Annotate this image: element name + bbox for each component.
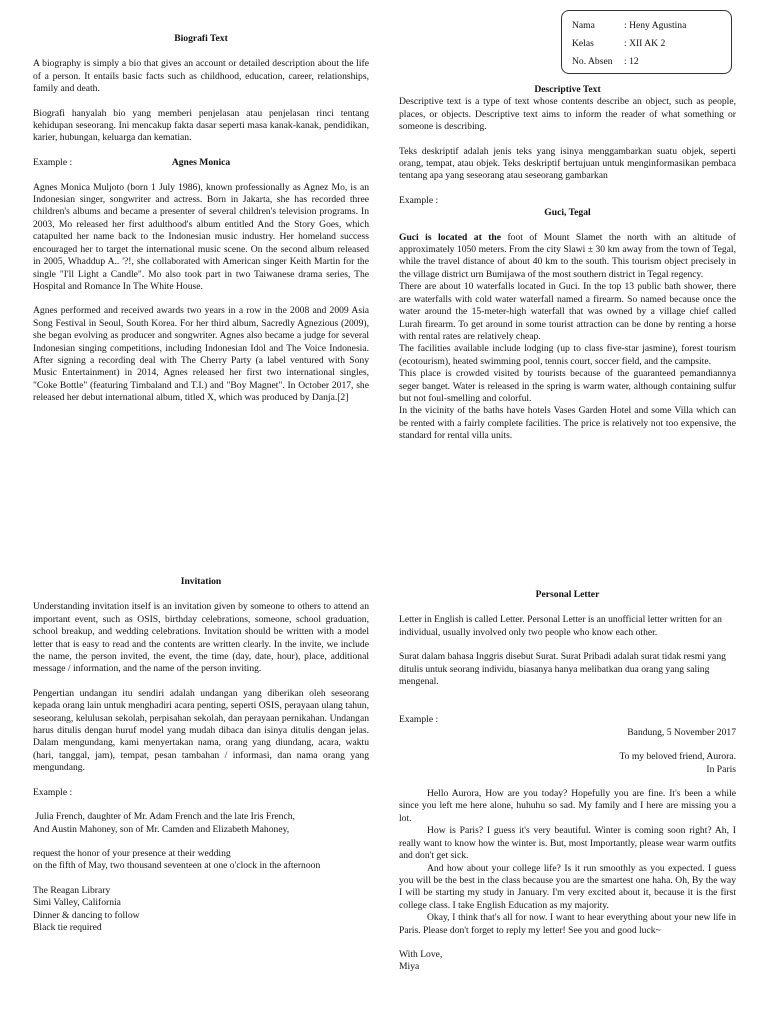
- descriptive-definition-en: Descriptive text is a type of text whose contents describe an object, such as people, places, or objects. Descriptive text aims to inform the reader of what something or someone is describing.: [399, 96, 736, 133]
- letter-example-label: Example :: [399, 714, 439, 726]
- letter-title: Personal Letter: [535, 589, 600, 600]
- descriptive-title: Descriptive Text: [534, 84, 601, 95]
- invitation-venue-line: Simi Valley, California: [33, 897, 121, 909]
- identity-row-number: [572, 53, 723, 71]
- identity-label: Nama: [572, 20, 595, 31]
- descriptive-paragraph-lead: Guci is located at the: [399, 231, 501, 243]
- descriptive-subject: Guci, Tegal: [544, 207, 591, 219]
- biografi-title: Biografi Text: [174, 33, 228, 44]
- letter-section: [399, 589, 736, 974]
- invitation-hosts-line: And Austin Mahoney, son of Mr. Camden and Elizabeth Mahoney,: [33, 823, 290, 835]
- invitation-definition-id: Pengertian undangan itu sendiri adalah undangan yang diberikan oleh seseorang kepada orang lain untuk menghadiri acara penting, seperti OSIS, perayaan ulang tahun, seseorang, kelulusan sekolah, perpisahan sekolah, dan perayaan pernikahan. Undangan harus ditulis dengan huruf model yang mudah dibaca dan isinya ditulis dengan jelas. Dalam mengundang, kami menyertakan nama, orang yang diundang, acara, waktu (hari, tanggal, jam), tempat, pesan tambahan / informasi, dan nama orang yang mengundang.: [33, 687, 369, 774]
- letter-body-paragraph: Okay, I think that's all for now. I want to hear everything about your new life in Paris. Please don't forget to reply my letter! See you and good luck~: [399, 912, 736, 936]
- letter-body-paragraph: Hello Aurora, How are you today? Hopefully you are fine. It's been a while since you left me here alone, huhuhu so sad. My family and I here are missing you a lot.: [399, 788, 736, 824]
- invitation-venue-line: Dinner & dancing to follow: [33, 909, 140, 921]
- invitation-example-label: Example :: [33, 786, 73, 798]
- letter-recipient-place: In Paris: [706, 763, 736, 775]
- biografi-definition-id: Biografi hanyalah bio yang memberi penjelasan atau penjelasan rinci tentang kehidupan seseorang. Ini mencakup fakta dasar seperti masa kanak-kanak, pendidikan, karier, hubungan, keluarga dan kematian.: [33, 107, 369, 144]
- invitation-request-line: on the fifth of May, two thousand seventeen at one o'clock in the afternoon: [33, 860, 321, 872]
- invitation-venue-line: The Reagan Library: [33, 884, 111, 896]
- descriptive-paragraph: In the vicinity of the baths have hotels Vases Garden Hotel and some Villa which can be rented with a fairly complete facilities. The price is relatively not too expensive, the standard for rental villa units.: [399, 405, 736, 442]
- invitation-venue-line: Black tie required: [33, 921, 102, 933]
- invitation-hosts-line: Julia French, daughter of Mr. Adam French and the late Iris French,: [33, 811, 295, 823]
- invitation-section: [33, 576, 369, 934]
- identity-row-name: [572, 17, 723, 35]
- descriptive-paragraph: [399, 232, 736, 282]
- biografi-paragraph: Agnes Monica Muljoto (born 1 July 1986), known professionally as Agnez Mo, is an Indonesian singer, songwriter and actress. Born in Jakarta, she has recorded three children's albums and became a presenter of several children's television programs. In 2003, Mo released her first adulthood's album entitled And the Story Goes, which catapulted her name back to the Indonesian music industry. Her homeland success encouraged her to target the international music scene. On the second album released in 2005, Whaddup A.. '?!, she collaborated with American singer Keith Martin for the single "I'll Light a Candle". Mo also took part in two Taiwanese drama series, The Hospital and Romance In The White House.: [33, 181, 369, 292]
- invitation-definition-en: Understanding invitation itself is an invitation given by someone to others to attend an important event, such as OSIS, birthday celebrations, someone, school graduation, school breakup, and wedding celebrations. Invitation should be written with a model letter that is easy to read and the contents are written clearly. In the invite, we include the name, the person invited, the event, the time (day, date, hour), place, additional message / information, and the name of the person inviting.: [33, 601, 369, 675]
- identity-value: : Heny Agustina: [624, 20, 687, 31]
- identity-label: Kelas: [572, 38, 594, 49]
- letter-signature: Miya: [399, 961, 420, 973]
- descriptive-section: [399, 84, 736, 443]
- letter-body-paragraph: And how about your college life? Is it run smoothly as you expected. I guess you will be the best in the class because you are the smartest one haha. Oh, By the way I will be starting my study in January. I'm very excited about it, because it is the first college class. I take English Education as my majority.: [399, 862, 736, 911]
- letter-closing: With Love,: [399, 948, 443, 960]
- biografi-definition-en: A biography is simply a bio that gives an account or detailed description about the life of a person. It entails basic facts such as childhood, education, career, relationships, family and death.: [33, 58, 369, 95]
- identity-label: No. Absen: [572, 56, 613, 67]
- biografi-paragraph: Agnes performed and received awards two years in a row in the 2008 and 2009 Asia Song Festival in Seoul, South Korea. For her third album, Sacredly Agnezious (2009), she began evolving as producer and songwriter. Agnes also became a judge for several Indonesian singing competitions, including Indonesian Idol and The Voice Indonesia. After signing a recording deal with The Cherry Party (a label ventured with Sony Music Entertainment) in 2014, Agnes released her first two international singles, "Coke Bottle" (featuring Timbaland and T.I.) and "Boy Magnet". In October 2017, she released her debut international album, titled X, which was produced by Danja.[2]: [33, 305, 369, 404]
- descriptive-paragraph: The facilities available include lodging (up to class five-star jasmine), forest tourism (ecotourism), heated swimming pool, tennis court, soccer field, and the campsite.: [399, 343, 736, 367]
- biografi-subject: Agnes Monica: [171, 157, 231, 169]
- descriptive-example-label: Example :: [399, 194, 439, 206]
- letter-definition-id: Surat dalam bahasa Inggris disebut Surat. Surat Pribadi adalah surat tidak resmi yang ditulis untuk seorang individu, biasanya hanya melibatkan dua orang yang saling mengenal.: [399, 651, 726, 688]
- identity-value: : XII AK 2: [624, 38, 666, 49]
- student-identity-box: [561, 10, 732, 74]
- biografi-section: [33, 33, 369, 405]
- identity-value: : 12: [624, 56, 639, 67]
- letter-date: Bandung, 5 November 2017: [627, 726, 736, 738]
- descriptive-paragraph-rest: foot of Mount Slamet the north with an altitude of approximately 1050 meters. From the city Slawi ± 30 km away from the town of Tegal, while the travel distance of about 40 km to the south. This tourism object precisely in the village district urn Bumijawa of the most southern district in Tegal regency.: [399, 231, 736, 280]
- descriptive-definition-id: Teks deskriptif adalah jenis teks yang isinya menggambarkan suatu objek, seperti orang, tempat, atau objek. Teks deskriptif bertujuan untuk menginformasikan pembaca tentang apa yang seseorang atau seseorang gambarkan: [399, 145, 736, 182]
- descriptive-paragraph: There are about 10 waterfalls located in Guci. In the top 13 public bath shower, there are waterfalls with cold water waterfall named a firearm. So named because once the water around the 15-meter-high waterfall that was owned by a village chief called Lurah firearm. To get around in some tourist attraction can be done by renting a horse with rental rates are relatively cheap.: [399, 281, 736, 342]
- biografi-example-label: Example :: [33, 156, 73, 168]
- letter-recipient: To my beloved friend, Aurora.: [619, 751, 736, 763]
- invitation-title: Invitation: [180, 576, 222, 587]
- letter-body-paragraph: How is Paris? I guess it's very beautiful. Winter is coming soon right? Ah, I really want to know how the winter is. But, most Importantly, please wear warm outfits and don't get sick.: [399, 825, 736, 862]
- descriptive-paragraph: This place is crowded visited by tourists because of the guaranteed pemandiannya seger banget. Water is released in the spring is warm water, although containing sulfur but not foul-smelling and colorful.: [399, 368, 736, 404]
- identity-row-class: [572, 35, 723, 53]
- invitation-request-line: request the honor of your presence at their wedding: [33, 847, 231, 859]
- letter-definition-en: Letter in English is called Letter. Personal Letter is an unofficial letter written for an individual, usually involved only two people who know each other.: [399, 614, 722, 638]
